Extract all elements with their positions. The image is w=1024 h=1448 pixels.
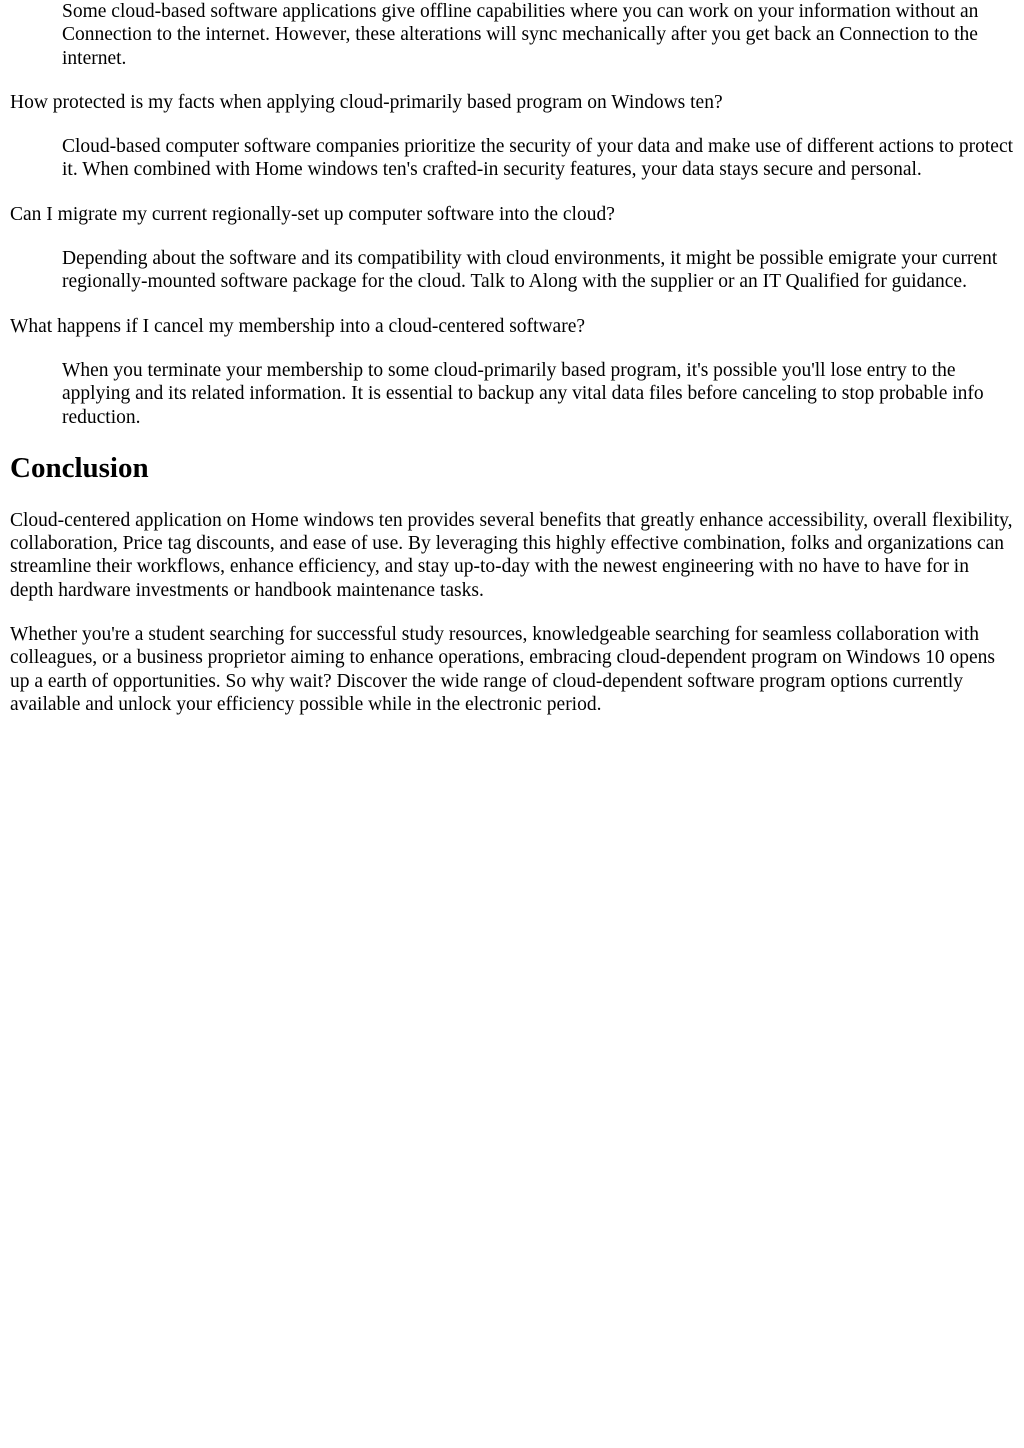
faq-question-cancel: What happens if I cancel my membership into a cloud-centered software? [10, 315, 586, 337]
faq-answer-cancel: When you terminate your membership to some cloud-primarily based program, it's possible you'll lose entry to the applying and its related information. It is essential to backup any vital data files before canceling to stop probable info reduction. [62, 359, 984, 428]
faq-question-migrate: Can I migrate my current regionally-set up computer software into the cloud? [10, 203, 615, 225]
conclusion-paragraph-1: Cloud-centered application on Home windows ten provides several benefits that greatly enhance accessibility, overall flexibility, collaboration, Price tag discounts, and ease of use. By leveraging this highly effective combination, folks and organizations can streamline their workflows, enhance efficiency, and stay up-to-day with the newest engineering with no have to have for in depth hardware investments or handbook maintenance tasks. [10, 509, 1013, 601]
faq-question-security: How protected is my facts when applying cloud-primarily based program on Windows ten? [10, 91, 723, 113]
conclusion-paragraph-2: Whether you're a student searching for successful study resources, knowledgeable searching for seamless collaboration with colleagues, or a business proprietor aiming to enhance operations, embracing cloud-dependent program on Windows 10 opens up a earth of opportunities. So why wait? Discover the wide range of cloud-dependent software program options currently available and unlock your efficiency possible while in the electronic period. [10, 624, 995, 715]
conclusion-heading: Conclusion [10, 451, 149, 484]
faq-list [10, 0, 1014, 429]
faq-answer-offline: Some cloud-based software applications give offline capabilities where you can work on your information without an Connection to the internet. However, these alterations will sync mechanically after you get back an Connection to the internet. [62, 1, 979, 69]
document-page [0, 0, 1024, 716]
faq-answer-security: Cloud-based computer software companies prioritize the security of your data and make use of different actions to protect it. When combined with Home windows ten's crafted-in security features, your data stays secure and personal. [62, 136, 1014, 181]
faq-answer-migrate: Depending about the software and its compatibility with cloud environments, it might be possible emigrate your current regionally-mounted software package for the cloud. Talk to Along with the supplier or an IT Qualified for guidance. [62, 248, 998, 293]
